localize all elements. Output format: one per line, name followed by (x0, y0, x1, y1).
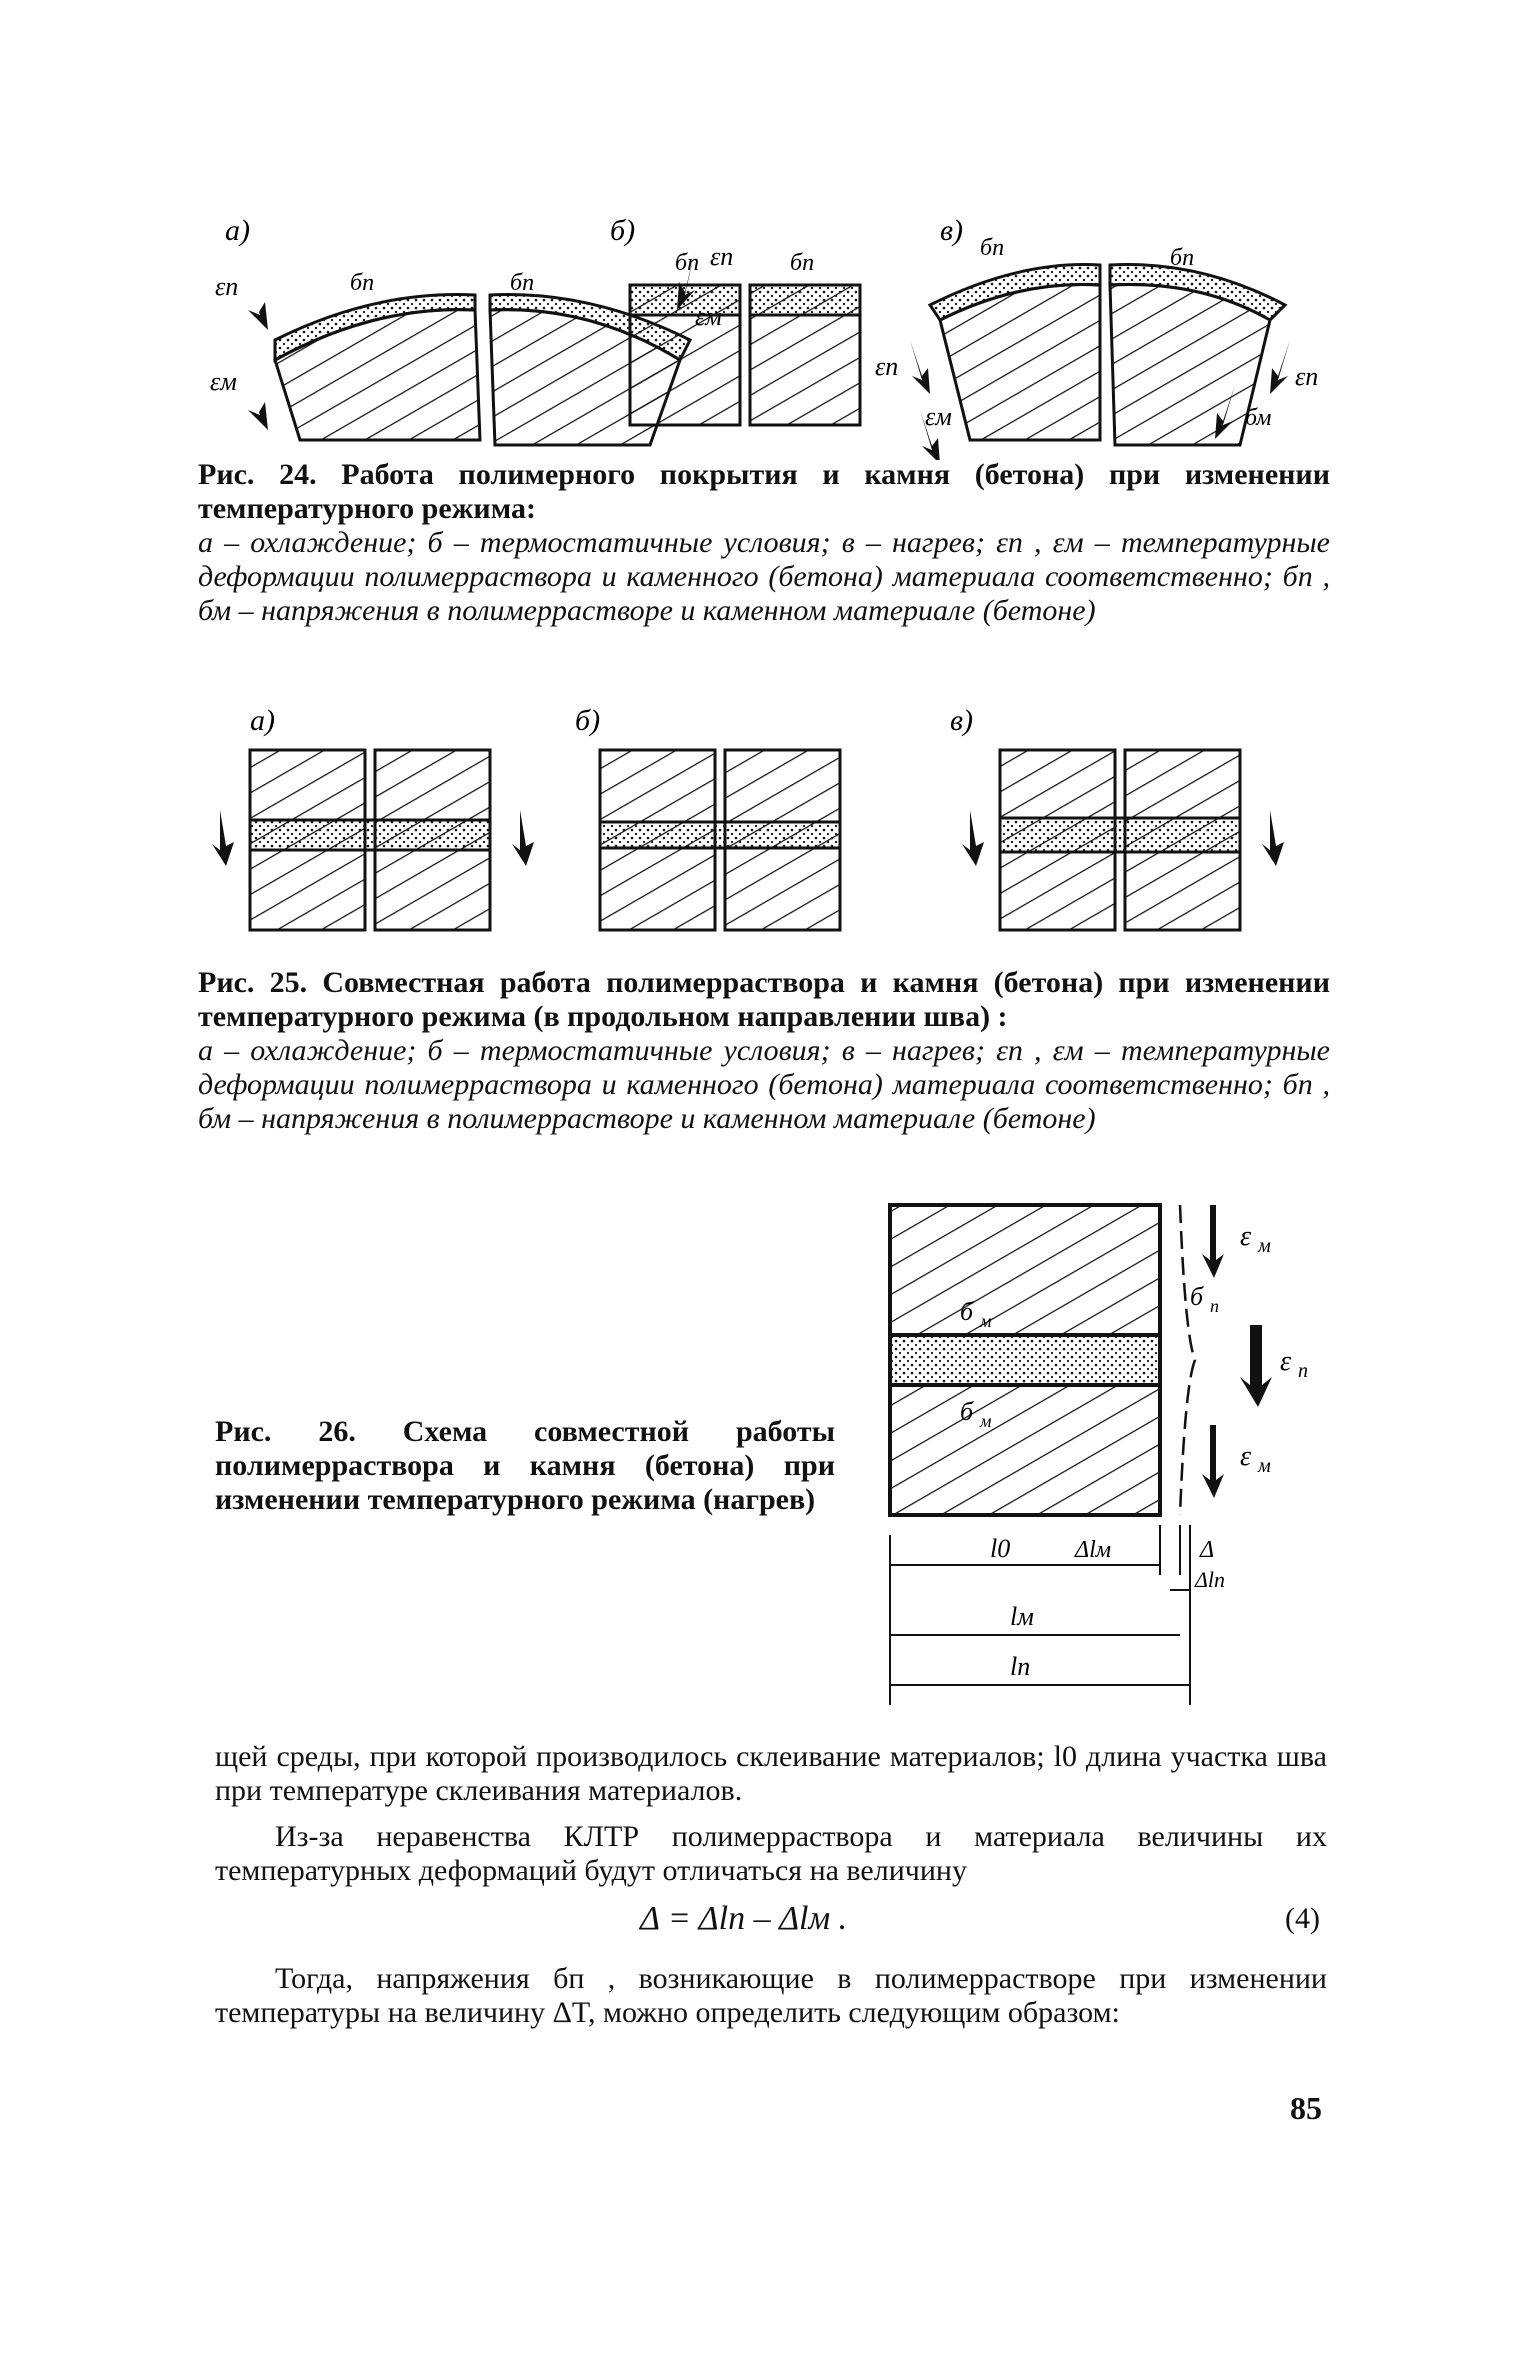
svg-text:б: б (960, 1397, 974, 1426)
fig24-caption (198, 458, 1330, 628)
svg-text:ε: ε (1280, 1346, 1292, 1377)
fig26-dim-l0: l0 (990, 1534, 1011, 1563)
figure-26 (870, 1195, 1340, 1715)
fig25-caption-body: а – охлаждение; б – термостатичные условия; в – нагрев; εп , εм – температурные деформации полимерраствора и каменного (бетона) материала соответственно; бп , бм – напряжения в полимерраcтворе и каменном материале (бетоне) (198, 1034, 1330, 1135)
svg-text:б: б (960, 1297, 974, 1326)
fig24-eps-p-a-right: εп (710, 242, 734, 271)
fig26-caption (215, 1415, 835, 1517)
svg-text:м: м (980, 1311, 992, 1331)
svg-text:ε: ε (1240, 1221, 1252, 1252)
formula-4: Δ = Δlп – Δlм . (640, 1900, 848, 1937)
fig24-sigma-p-c1: бп (980, 235, 1005, 261)
fig25-label-b: б) (575, 704, 601, 737)
svg-text:б: б (1190, 1282, 1204, 1311)
fig26-dim-lp: lп (1010, 1652, 1031, 1681)
figure-24 (190, 210, 1340, 460)
fig26-dim-lm: lм (1010, 1602, 1034, 1631)
svg-text:м: м (1258, 1235, 1271, 1257)
fig24-eps-p-c: εп (875, 352, 899, 381)
fig24-sigma-m-c: бм (1245, 405, 1272, 431)
fig24-sigma-p-a1: бп (350, 270, 375, 296)
fig26-caption-text: Рис. 26. Схема совместной работы полимерраствора и камня (бетона) при изменении температурного режима (нагрев) (215, 1415, 835, 1516)
svg-text:м: м (980, 1411, 992, 1431)
fig24-caption-body: а – охлаждение; б – термостатичные условия; в – нагрев; εп , εм – температурные деформации полимерраствора и каменного (бетона) материала соответственно; бп , бм – напряжения в полимерраcтворе и каменном материале (бетоне) (198, 526, 1330, 627)
fig24-sigma-p-c2: бп (1170, 245, 1195, 271)
paragraph-1: щей среды, при которой производилось склеивание материалов; l0 длина участка шва при температуре склеивания материалов. (215, 1740, 1327, 1807)
fig24-sigma-p-b2: бп (790, 250, 815, 276)
svg-text:п: п (1298, 1360, 1308, 1382)
fig24-caption-title: Рис. 24. Работа полимерного покрытия и камня (бетона) при изменении температурного режима: (198, 458, 1330, 525)
svg-text:п: п (1210, 1296, 1219, 1316)
figure-25 (190, 700, 1340, 940)
page-number: 85 (1290, 2090, 1322, 2126)
paragraph-2: Из-за неравенства КЛТР полимерраствора и материала величины их температурных деформаций будут отличаться на величину (215, 1820, 1327, 1887)
paragraph-3: Тогда, напряжения бп , возникающие в полимерраcтворе при изменении температуры на величину ΔT, можно определить следующим образом: (215, 1962, 1327, 2029)
fig25-label-a: а) (250, 704, 275, 737)
fig25-label-c: в) (950, 704, 974, 737)
svg-text:м: м (1258, 1455, 1271, 1477)
svg-text:ε: ε (1240, 1441, 1252, 1472)
fig26-dim-dlm: Δlм (1075, 1537, 1112, 1563)
fig24-eps-p-c-right: εп (1295, 362, 1319, 391)
fig24-sigma-p-b1: бп (675, 250, 700, 276)
fig26-dim-delta: Δ (1200, 1537, 1215, 1563)
fig24-label-c: в) (940, 214, 964, 247)
fig26-dim-dlp: Δlп (1195, 1567, 1226, 1592)
fig24-eps-m-a: εм (210, 367, 237, 396)
fig24-sigma-p-a2: бп (510, 270, 535, 296)
fig24-label-a: а) (225, 214, 250, 247)
fig24-eps-p-a: εп (215, 272, 239, 301)
fig24-label-b: б) (610, 214, 636, 247)
equation-number: (4) (1285, 1902, 1320, 1935)
fig25-caption (198, 966, 1330, 1136)
fig24-eps-m-c: εм (925, 402, 952, 431)
fig25-caption-title: Рис. 25. Совместная работа полимерраствора и камня (бетона) при изменении температурного режима (в продольном направлении шва) : (198, 966, 1330, 1033)
